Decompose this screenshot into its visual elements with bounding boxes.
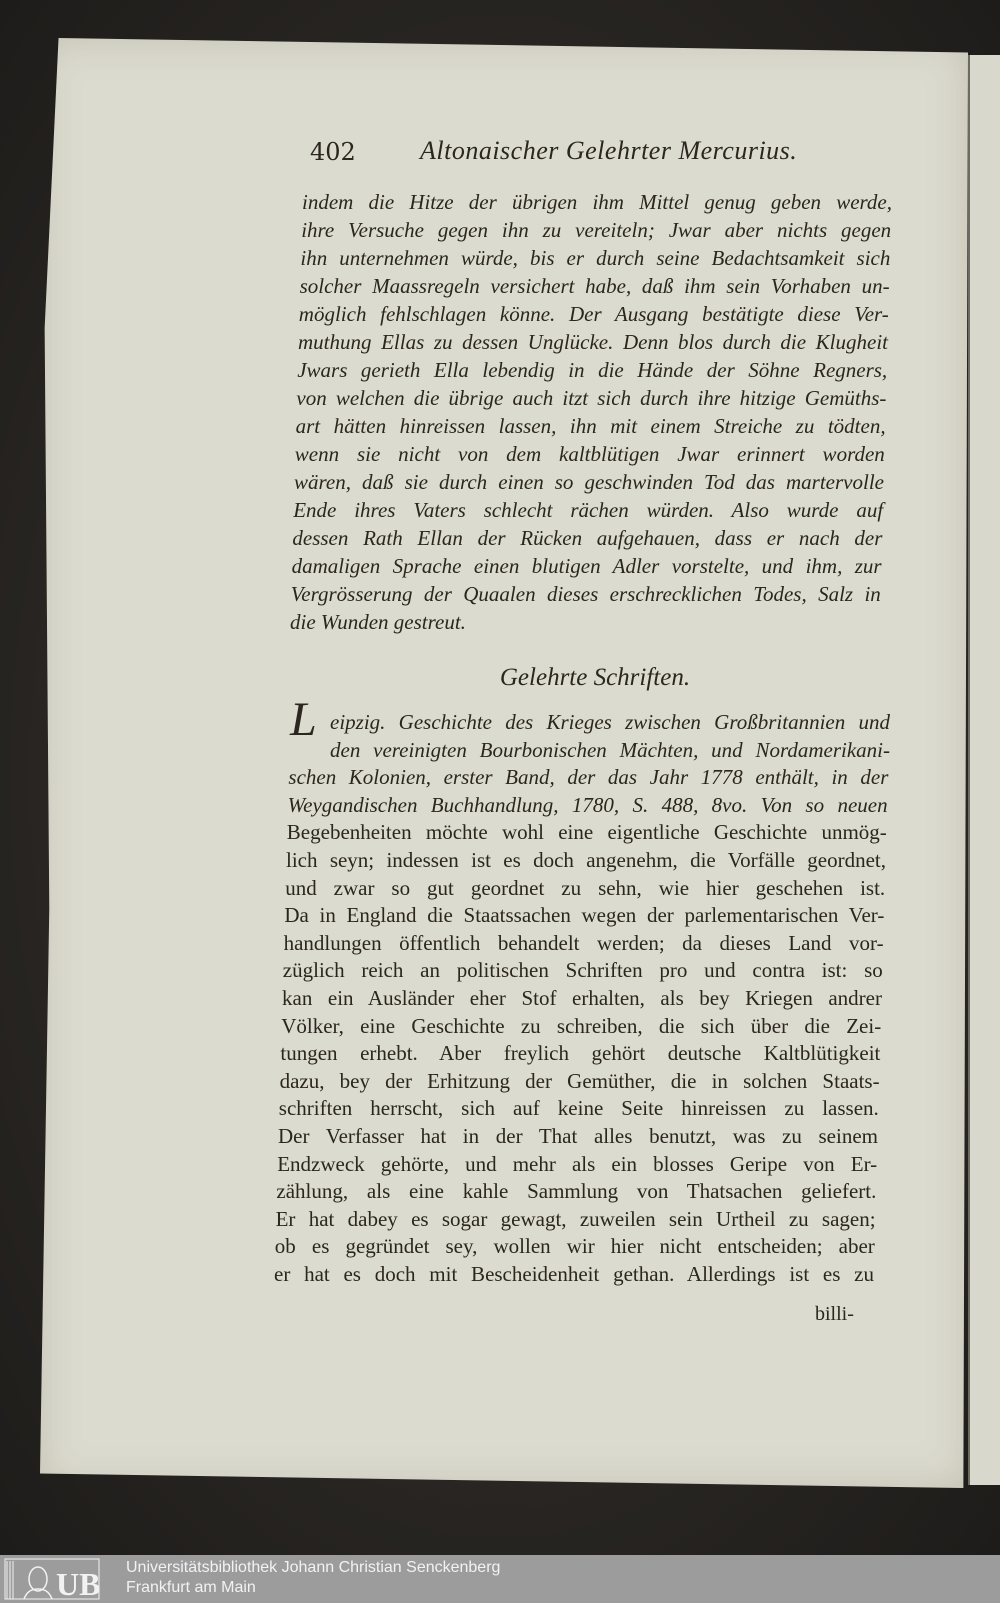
text-line: kan ein Ausländer eher Stof erhalten, als bey Kriegen andrer — [282, 986, 882, 1010]
text-line: und zwar so gut geordnet zu sehn, wie hier geschehen ist. — [285, 875, 886, 900]
text-line: schen Kolonien, erster Band, der das Jahr 1778 enthält, in der — [288, 765, 889, 790]
text-line: Endzweck gehörte, und mehr als ein blosses Geripe von Er- — [277, 1151, 878, 1176]
text-line: Jwars gerieth Ella lebendig in die Hände der Söhne Regners, — [297, 358, 888, 382]
adjacent-page-edge — [968, 55, 1000, 1485]
text-line: indem die Hitze der übrigen ihm Mittel genug geben werde, — [302, 190, 892, 214]
library-city: Frankfurt am Main — [126, 1579, 256, 1596]
text-line: ihre Versuche gegen ihn zu vereiteln; Jwar aber nichts gegen — [301, 218, 892, 242]
running-title: Altonaischer Gelehrter Mercurius. — [420, 136, 798, 165]
running-header — [310, 138, 830, 172]
text-line: ihn unternehmen würde, bis er durch seine Bedachtsamkeit sich — [300, 246, 891, 270]
text-line: damaligen Sprache einen blutigen Adler vorstelte, und ihm, zur — [291, 554, 882, 578]
section-heading: Gelehrte Schriften. — [499, 664, 691, 691]
text-line: wenn sie nicht von dem kaltblütigen Jwar erinnert worden — [294, 442, 885, 466]
text-line: Ende ihres Vaters schlecht rächen würden. Also wurde auf — [293, 498, 884, 522]
text-line: Begebenheiten möchte wohl eine eigentliche Geschichte unmög- — [286, 820, 887, 845]
text-line: möglich fehlschlagen könne. Der Ausgang bestätigte diese Ver- — [298, 302, 889, 326]
ub-logo-icon — [4, 1557, 100, 1601]
text-line: dazu, bey der Erhitzung der Gemüther, die in solchen Staats- — [279, 1068, 880, 1093]
text-line: Völker, eine Geschichte zu schreiben, die sich über die Zei- — [281, 1013, 882, 1038]
text-line: Der Verfasser hat in der That alles benutzt, was zu seinem — [278, 1124, 878, 1148]
text-line: lich seyn; indessen ist es doch angenehm, die Vorfälle geordnet, — [286, 848, 886, 872]
catchword: billi- — [815, 1303, 854, 1325]
text-line: solcher Maassregeln versichert habe, daß ihm sein Vorhaben un- — [299, 274, 890, 298]
svg-text:UB: UB — [56, 1566, 100, 1601]
text-line: Weygandischen Buchhandlung, 1780, S. 488, 8vo. Von so neuen — [287, 792, 888, 817]
text-line: art hätten hinreissen lassen, ihn mit einem Streiche zu tödten, — [295, 414, 886, 438]
text-line: den vereinigten Bourbonischen Mächten, und Nordamerikani- — [330, 737, 890, 762]
text-line: Da in England die Staatssachen wegen der parlementarischen Ver- — [284, 903, 885, 928]
review-first-line: eipzig. Geschichte des Krieges zwischen Großbritannien und — [330, 710, 890, 734]
text-line: zählung, als eine kahle Sammlung von Thatsachen geliefert. — [276, 1179, 877, 1204]
text-line: züglich reich an politischen Schriften pro und contra ist: so — [282, 958, 883, 983]
text-line: schriften herrscht, sich auf keine Seite hinreissen zu lassen. — [278, 1096, 879, 1121]
text-line: muthung Ellas zu dessen Unglücke. Denn blos durch die Klugheit — [298, 330, 888, 354]
text-line: er hat es doch mit Bescheidenheit gethan. Allerdings ist es zu — [274, 1262, 874, 1286]
library-name: Universitätsbibliothek Johann Christian Senckenberg — [126, 1559, 501, 1576]
text-line: tungen erhebt. Aber freylich gehört deutsche Kaltblütigkeit — [280, 1041, 881, 1066]
text-line: handlungen öffentlich behandelt werden; da dieses Land vor- — [283, 930, 884, 955]
text-line: Vergrösserung der Quaalen dieses erschrecklichen Todes, Salz in — [290, 582, 881, 606]
page-number: 402 — [310, 138, 356, 166]
text-line: wären, daß sie durch einen so geschwinden Tod das martervolle — [294, 470, 884, 494]
drop-cap: L — [290, 693, 317, 746]
text-line: die Wunden gestreut. — [290, 610, 466, 634]
text-line: dessen Rath Ellan der Rücken aufgehauen, dass er nach der — [292, 526, 883, 550]
library-footer — [0, 1555, 1000, 1603]
text-line: von welchen die übrige auch itzt sich durch ihre hitzige Gemüths- — [296, 386, 887, 410]
text-line: ob es gegründet sey, wollen wir hier nicht entscheiden; aber — [274, 1234, 875, 1259]
text-line: Er hat dabey es sogar gewagt, zuweilen sein Urtheil zu sagen; — [275, 1206, 876, 1231]
